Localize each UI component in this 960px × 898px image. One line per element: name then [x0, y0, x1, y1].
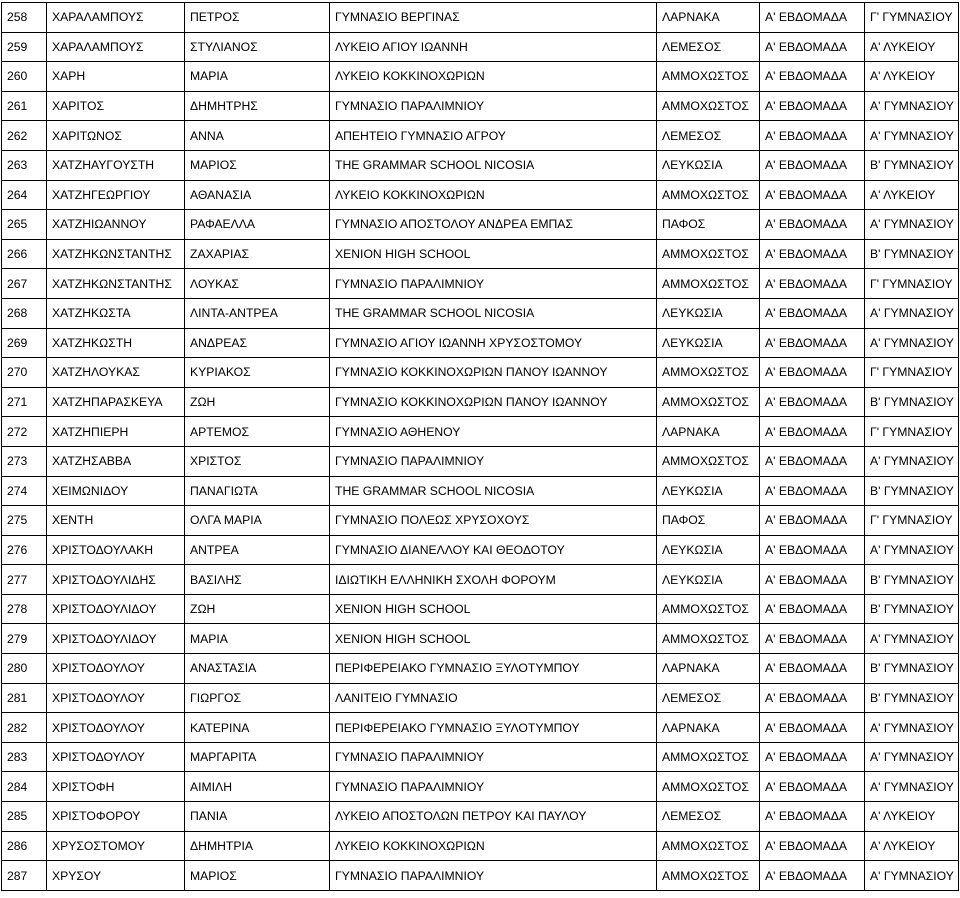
week-group-cell: Α' ΕΒΔΟΜΑΔΑ [760, 150, 865, 180]
row-number-cell: 287 [2, 861, 47, 891]
first-name-cell: ΠΑΝΙΑ [185, 802, 330, 832]
table-row [2, 358, 959, 388]
surname-cell: ΧΑΤΖΗΚΩΣΤΗ [47, 328, 185, 358]
grade-cell: Α' ΛΥΚΕΙΟΥ [865, 62, 959, 92]
table-row [2, 565, 959, 595]
school-cell: THE GRAMMAR SCHOOL NICOSIA [330, 150, 657, 180]
grade-cell: Γ' ΓΥΜΝΑΣΙΟΥ [865, 417, 959, 447]
grade-cell: Α' ΓΥΜΝΑΣΙΟΥ [865, 861, 959, 891]
surname-cell: ΧΑΤΖΗΑΥΓΟΥΣΤΗ [47, 150, 185, 180]
row-number-cell: 262 [2, 121, 47, 151]
city-cell: ΛΑΡΝΑΚΑ [657, 3, 760, 33]
row-number-cell: 278 [2, 594, 47, 624]
school-cell: ΓΥΜΝΑΣΙΟ ΚΟΚΚΙΝΟΧΩΡΙΩΝ ΠΑΝΟΥ ΙΩΑΝΝΟΥ [330, 358, 657, 388]
school-cell: XENION HIGH SCHOOL [330, 624, 657, 654]
city-cell: ΑΜΜΟΧΩΣΤΟΣ [657, 624, 760, 654]
week-group-cell: Α' ΕΒΔΟΜΑΔΑ [760, 121, 865, 151]
row-number-cell: 275 [2, 506, 47, 536]
city-cell: ΛΕΥΚΩΣΙΑ [657, 150, 760, 180]
row-number-cell: 277 [2, 565, 47, 595]
grade-cell: Α' ΛΥΚΕΙΟΥ [865, 831, 959, 861]
first-name-cell: ΓΙΩΡΓΟΣ [185, 683, 330, 713]
city-cell: ΛΕΥΚΩΣΙΑ [657, 565, 760, 595]
week-group-cell: Α' ΕΒΔΟΜΑΔΑ [760, 476, 865, 506]
grade-cell: Β' ΓΥΜΝΑΣΙΟΥ [865, 476, 959, 506]
school-cell: ΓΥΜΝΑΣΙΟ ΑΘΗΕΝΟΥ [330, 417, 657, 447]
surname-cell: ΧΑΤΖΗΚΩΣΤΑ [47, 298, 185, 328]
city-cell: ΑΜΜΟΧΩΣΤΟΣ [657, 358, 760, 388]
week-group-cell: Α' ΕΒΔΟΜΑΔΑ [760, 180, 865, 210]
grade-cell: Α' ΓΥΜΝΑΣΙΟΥ [865, 210, 959, 240]
surname-cell: ΧΡΙΣΤΟΔΟΥΛΟΥ [47, 654, 185, 684]
city-cell: ΑΜΜΟΧΩΣΤΟΣ [657, 91, 760, 121]
surname-cell: ΧΑΤΖΗΠΑΡΑΣΚΕΥΑ [47, 387, 185, 417]
week-group-cell: Α' ΕΒΔΟΜΑΔΑ [760, 772, 865, 802]
school-cell: ΓΥΜΝΑΣΙΟ ΠΑΡΑΛΙΜΝΙΟΥ [330, 269, 657, 299]
school-cell: ΛΥΚΕΙΟ ΑΠΟΣΤΟΛΩΝ ΠΕΤΡΟΥ ΚΑΙ ΠΑΥΛΟΥ [330, 802, 657, 832]
surname-cell: ΧΡΙΣΤΟΦΟΡΟΥ [47, 802, 185, 832]
city-cell: ΠΑΦΟΣ [657, 210, 760, 240]
first-name-cell: ΑΝΔΡΕΑΣ [185, 328, 330, 358]
grade-cell: Β' ΓΥΜΝΑΣΙΟΥ [865, 387, 959, 417]
week-group-cell: Α' ΕΒΔΟΜΑΔΑ [760, 417, 865, 447]
row-number-cell: 274 [2, 476, 47, 506]
surname-cell: ΧΑΤΖΗΚΩΝΣΤΑΝΤΗΣ [47, 239, 185, 269]
city-cell: ΑΜΜΟΧΩΣΤΟΣ [657, 861, 760, 891]
surname-cell: ΧΡΙΣΤΟΔΟΥΛΙΔΗΣ [47, 565, 185, 595]
grade-cell: Α' ΓΥΜΝΑΣΙΟΥ [865, 772, 959, 802]
week-group-cell: Α' ΕΒΔΟΜΑΔΑ [760, 298, 865, 328]
surname-cell: ΧΡΙΣΤΟΔΟΥΛΙΔΟΥ [47, 594, 185, 624]
grade-cell: Α' ΓΥΜΝΑΣΙΟΥ [865, 535, 959, 565]
row-number-cell: 265 [2, 210, 47, 240]
city-cell: ΛΕΥΚΩΣΙΑ [657, 328, 760, 358]
school-cell: ΑΠΕΗΤΕΙΟ ΓΥΜΝΑΣΙΟ ΑΓΡΟΥ [330, 121, 657, 151]
first-name-cell: ΑΡΤΕΜΟΣ [185, 417, 330, 447]
row-number-cell: 268 [2, 298, 47, 328]
table-row [2, 506, 959, 536]
row-number-cell: 271 [2, 387, 47, 417]
participants-table [1, 2, 959, 891]
grade-cell: Β' ΓΥΜΝΑΣΙΟΥ [865, 683, 959, 713]
city-cell: ΑΜΜΟΧΩΣΤΟΣ [657, 772, 760, 802]
school-cell: THE GRAMMAR SCHOOL NICOSIA [330, 298, 657, 328]
city-cell: ΛΑΡΝΑΚΑ [657, 713, 760, 743]
surname-cell: ΧΑΡΑΛΑΜΠΟΥΣ [47, 3, 185, 33]
table-row [2, 150, 959, 180]
school-cell: ΙΔΙΩΤΙΚΗ ΕΛΛΗΝΙΚΗ ΣΧΟΛΗ ΦΟΡΟΥΜ [330, 565, 657, 595]
school-cell: ΓΥΜΝΑΣΙΟ ΑΠΟΣΤΟΛΟΥ ΑΝΔΡΕΑ ΕΜΠΑΣ [330, 210, 657, 240]
week-group-cell: Α' ΕΒΔΟΜΑΔΑ [760, 239, 865, 269]
first-name-cell: ΜΑΡΙΟΣ [185, 861, 330, 891]
week-group-cell: Α' ΕΒΔΟΜΑΔΑ [760, 624, 865, 654]
grade-cell: Α' ΓΥΜΝΑΣΙΟΥ [865, 624, 959, 654]
grade-cell: Γ' ΓΥΜΝΑΣΙΟΥ [865, 358, 959, 388]
city-cell: ΛΑΡΝΑΚΑ [657, 654, 760, 684]
row-number-cell: 280 [2, 654, 47, 684]
surname-cell: ΧΑΤΖΗΛΟΥΚΑΣ [47, 358, 185, 388]
week-group-cell: Α' ΕΒΔΟΜΑΔΑ [760, 3, 865, 33]
table-row [2, 654, 959, 684]
city-cell: ΛΕΜΕΣΟΣ [657, 121, 760, 151]
week-group-cell: Α' ΕΒΔΟΜΑΔΑ [760, 269, 865, 299]
first-name-cell: ΜΑΡΙΑ [185, 624, 330, 654]
grade-cell: Α' ΓΥΜΝΑΣΙΟΥ [865, 298, 959, 328]
table-row [2, 180, 959, 210]
table-row [2, 328, 959, 358]
table-row [2, 535, 959, 565]
grade-cell: Γ' ΓΥΜΝΑΣΙΟΥ [865, 506, 959, 536]
table-row [2, 802, 959, 832]
row-number-cell: 273 [2, 446, 47, 476]
city-cell: ΠΑΦΟΣ [657, 506, 760, 536]
first-name-cell: ΣΤΥΛΙΑΝΟΣ [185, 32, 330, 62]
table-row [2, 62, 959, 92]
surname-cell: ΧΑΡΗ [47, 62, 185, 92]
school-cell: ΛΑΝΙΤΕΙΟ ΓΥΜΝΑΣΙΟ [330, 683, 657, 713]
table-row [2, 476, 959, 506]
week-group-cell: Α' ΕΒΔΟΜΑΔΑ [760, 446, 865, 476]
surname-cell: ΧΑΤΖΗΚΩΝΣΤΑΝΤΗΣ [47, 269, 185, 299]
first-name-cell: ΑΝΑΣΤΑΣΙΑ [185, 654, 330, 684]
grade-cell: Β' ΓΥΜΝΑΣΙΟΥ [865, 239, 959, 269]
first-name-cell: ΧΡΙΣΤΟΣ [185, 446, 330, 476]
table-row [2, 594, 959, 624]
school-cell: ΠΕΡΙΦΕΡΕΙΑΚΟ ΓΥΜΝΑΣΙΟ ΞΥΛΟΤΥΜΠΟΥ [330, 654, 657, 684]
row-number-cell: 258 [2, 3, 47, 33]
surname-cell: ΧΑΤΖΗΙΩΑΝΝΟΥ [47, 210, 185, 240]
school-cell: ΓΥΜΝΑΣΙΟ ΒΕΡΓΙΝΑΣ [330, 3, 657, 33]
first-name-cell: ΑΝΤΡΕΑ [185, 535, 330, 565]
row-number-cell: 261 [2, 91, 47, 121]
school-cell: XENION HIGH SCHOOL [330, 594, 657, 624]
week-group-cell: Α' ΕΒΔΟΜΑΔΑ [760, 742, 865, 772]
week-group-cell: Α' ΕΒΔΟΜΑΔΑ [760, 713, 865, 743]
city-cell: ΛΕΜΕΣΟΣ [657, 32, 760, 62]
city-cell: ΛΕΜΕΣΟΣ [657, 802, 760, 832]
row-number-cell: 259 [2, 32, 47, 62]
grade-cell: Β' ΓΥΜΝΑΣΙΟΥ [865, 594, 959, 624]
surname-cell: ΧΑΡΙΤΩΝΟΣ [47, 121, 185, 151]
grade-cell: Α' ΓΥΜΝΑΣΙΟΥ [865, 121, 959, 151]
table-row [2, 121, 959, 151]
table-row [2, 387, 959, 417]
week-group-cell: Α' ΕΒΔΟΜΑΔΑ [760, 802, 865, 832]
grade-cell: Α' ΓΥΜΝΑΣΙΟΥ [865, 328, 959, 358]
grade-cell: Α' ΛΥΚΕΙΟΥ [865, 180, 959, 210]
surname-cell: ΧΑΤΖΗΣΑΒΒΑ [47, 446, 185, 476]
table-row [2, 239, 959, 269]
first-name-cell: ΜΑΡΙΟΣ [185, 150, 330, 180]
surname-cell: ΧΕΙΜΩΝΙΔΟΥ [47, 476, 185, 506]
row-number-cell: 264 [2, 180, 47, 210]
table-row [2, 269, 959, 299]
first-name-cell: ΖΩΗ [185, 594, 330, 624]
row-number-cell: 282 [2, 713, 47, 743]
first-name-cell: ΖΩΗ [185, 387, 330, 417]
city-cell: ΑΜΜΟΧΩΣΤΟΣ [657, 831, 760, 861]
surname-cell: ΧΑΡΑΛΑΜΠΟΥΣ [47, 32, 185, 62]
surname-cell: ΧΡΙΣΤΟΔΟΥΛΙΔΟΥ [47, 624, 185, 654]
first-name-cell: ΖΑΧΑΡΙΑΣ [185, 239, 330, 269]
surname-cell: ΧΡΙΣΤΟΔΟΥΛΟΥ [47, 742, 185, 772]
grade-cell: Α' ΛΥΚΕΙΟΥ [865, 32, 959, 62]
city-cell: ΛΕΥΚΩΣΙΑ [657, 476, 760, 506]
school-cell: ΛΥΚΕΙΟ ΚΟΚΚΙΝΟΧΩΡΙΩΝ [330, 831, 657, 861]
school-cell: ΓΥΜΝΑΣΙΟ ΠΑΡΑΛΙΜΝΙΟΥ [330, 91, 657, 121]
table-row [2, 91, 959, 121]
city-cell: ΛΑΡΝΑΚΑ [657, 417, 760, 447]
school-cell: ΓΥΜΝΑΣΙΟ ΠΑΡΑΛΙΜΝΙΟΥ [330, 742, 657, 772]
first-name-cell: ΛΙΝΤΑ-ΑΝΤΡΕΑ [185, 298, 330, 328]
week-group-cell: Α' ΕΒΔΟΜΑΔΑ [760, 594, 865, 624]
surname-cell: ΧΡΙΣΤΟΔΟΥΛΟΥ [47, 683, 185, 713]
surname-cell: ΧΑΡΙΤΟΣ [47, 91, 185, 121]
school-cell: ΓΥΜΝΑΣΙΟ ΑΓΙΟΥ ΙΩΑΝΝΗ ΧΡΥΣΟΣΤΟΜΟΥ [330, 328, 657, 358]
school-cell: ΛΥΚΕΙΟ ΑΓΙΟΥ ΙΩΑΝΝΗ [330, 32, 657, 62]
table-row [2, 624, 959, 654]
surname-cell: ΧΡΙΣΤΟΔΟΥΛΟΥ [47, 713, 185, 743]
row-number-cell: 263 [2, 150, 47, 180]
table-row [2, 32, 959, 62]
first-name-cell: ΔΗΜΗΤΡΗΣ [185, 91, 330, 121]
surname-cell: ΧΡΙΣΤΟΔΟΥΛΑΚΗ [47, 535, 185, 565]
row-number-cell: 267 [2, 269, 47, 299]
row-number-cell: 260 [2, 62, 47, 92]
surname-cell: ΧΡΥΣΟΥ [47, 861, 185, 891]
city-cell: ΑΜΜΟΧΩΣΤΟΣ [657, 742, 760, 772]
first-name-cell: ΑΘΑΝΑΣΙΑ [185, 180, 330, 210]
table-row [2, 772, 959, 802]
city-cell: ΑΜΜΟΧΩΣΤΟΣ [657, 446, 760, 476]
grade-cell: Γ' ΓΥΜΝΑΣΙΟΥ [865, 3, 959, 33]
grade-cell: Γ' ΓΥΜΝΑΣΙΟΥ [865, 269, 959, 299]
grade-cell: Β' ΓΥΜΝΑΣΙΟΥ [865, 565, 959, 595]
row-number-cell: 286 [2, 831, 47, 861]
school-cell: ΓΥΜΝΑΣΙΟ ΔΙΑΝΕΛΛΟΥ ΚΑΙ ΘΕΟΔΟΤΟΥ [330, 535, 657, 565]
first-name-cell: ΠΑΝΑΓΙΩΤΑ [185, 476, 330, 506]
table-row [2, 417, 959, 447]
first-name-cell: ΚΥΡΙΑΚΟΣ [185, 358, 330, 388]
row-number-cell: 283 [2, 742, 47, 772]
city-cell: ΑΜΜΟΧΩΣΤΟΣ [657, 180, 760, 210]
first-name-cell: ΑΙΜΙΛΗ [185, 772, 330, 802]
row-number-cell: 269 [2, 328, 47, 358]
city-cell: ΛΕΥΚΩΣΙΑ [657, 298, 760, 328]
surname-cell: ΧΡΙΣΤΟΦΗ [47, 772, 185, 802]
week-group-cell: Α' ΕΒΔΟΜΑΔΑ [760, 91, 865, 121]
first-name-cell: ΑΝΝΑ [185, 121, 330, 151]
surname-cell: ΧΑΤΖΗΠΙΕΡΗ [47, 417, 185, 447]
school-cell: ΛΥΚΕΙΟ ΚΟΚΚΙΝΟΧΩΡΙΩΝ [330, 62, 657, 92]
surname-cell: ΧΡΥΣΟΣΤΟΜΟΥ [47, 831, 185, 861]
school-cell: ΛΥΚΕΙΟ ΚΟΚΚΙΝΟΧΩΡΙΩΝ [330, 180, 657, 210]
week-group-cell: Α' ΕΒΔΟΜΑΔΑ [760, 387, 865, 417]
row-number-cell: 266 [2, 239, 47, 269]
school-cell: THE GRAMMAR SCHOOL NICOSIA [330, 476, 657, 506]
week-group-cell: Α' ΕΒΔΟΜΑΔΑ [760, 535, 865, 565]
grade-cell: Α' ΓΥΜΝΑΣΙΟΥ [865, 713, 959, 743]
city-cell: ΑΜΜΟΧΩΣΤΟΣ [657, 62, 760, 92]
row-number-cell: 279 [2, 624, 47, 654]
week-group-cell: Α' ΕΒΔΟΜΑΔΑ [760, 210, 865, 240]
city-cell: ΑΜΜΟΧΩΣΤΟΣ [657, 387, 760, 417]
week-group-cell: Α' ΕΒΔΟΜΑΔΑ [760, 358, 865, 388]
first-name-cell: ΟΛΓΑ ΜΑΡΙΑ [185, 506, 330, 536]
week-group-cell: Α' ΕΒΔΟΜΑΔΑ [760, 32, 865, 62]
week-group-cell: Α' ΕΒΔΟΜΑΔΑ [760, 328, 865, 358]
row-number-cell: 284 [2, 772, 47, 802]
row-number-cell: 276 [2, 535, 47, 565]
row-number-cell: 272 [2, 417, 47, 447]
table-row [2, 210, 959, 240]
week-group-cell: Α' ΕΒΔΟΜΑΔΑ [760, 565, 865, 595]
table-row [2, 742, 959, 772]
week-group-cell: Α' ΕΒΔΟΜΑΔΑ [760, 861, 865, 891]
table-row [2, 3, 959, 33]
first-name-cell: ΜΑΡΙΑ [185, 62, 330, 92]
grade-cell: Α' ΓΥΜΝΑΣΙΟΥ [865, 91, 959, 121]
table-row [2, 446, 959, 476]
first-name-cell: ΜΑΡΓΑΡΙΤΑ [185, 742, 330, 772]
first-name-cell: ΠΕΤΡΟΣ [185, 3, 330, 33]
city-cell: ΛΕΥΚΩΣΙΑ [657, 535, 760, 565]
first-name-cell: ΔΗΜΗΤΡΙΑ [185, 831, 330, 861]
row-number-cell: 270 [2, 358, 47, 388]
city-cell: ΑΜΜΟΧΩΣΤΟΣ [657, 239, 760, 269]
table-row [2, 831, 959, 861]
table-row [2, 298, 959, 328]
grade-cell: Β' ΓΥΜΝΑΣΙΟΥ [865, 150, 959, 180]
city-cell: ΑΜΜΟΧΩΣΤΟΣ [657, 269, 760, 299]
school-cell: XENION HIGH SCHOOL [330, 239, 657, 269]
grade-cell: Α' ΓΥΜΝΑΣΙΟΥ [865, 446, 959, 476]
week-group-cell: Α' ΕΒΔΟΜΑΔΑ [760, 506, 865, 536]
first-name-cell: ΚΑΤΕΡΙΝΑ [185, 713, 330, 743]
week-group-cell: Α' ΕΒΔΟΜΑΔΑ [760, 62, 865, 92]
first-name-cell: ΒΑΣΙΛΗΣ [185, 565, 330, 595]
row-number-cell: 281 [2, 683, 47, 713]
first-name-cell: ΛΟΥΚΑΣ [185, 269, 330, 299]
surname-cell: ΧΕΝΤΗ [47, 506, 185, 536]
grade-cell: Α' ΛΥΚΕΙΟΥ [865, 802, 959, 832]
city-cell: ΛΕΜΕΣΟΣ [657, 683, 760, 713]
school-cell: ΓΥΜΝΑΣΙΟ ΠΑΡΑΛΙΜΝΙΟΥ [330, 446, 657, 476]
table-row [2, 683, 959, 713]
school-cell: ΓΥΜΝΑΣΙΟ ΠΑΡΑΛΙΜΝΙΟΥ [330, 861, 657, 891]
row-number-cell: 285 [2, 802, 47, 832]
city-cell: ΑΜΜΟΧΩΣΤΟΣ [657, 594, 760, 624]
table-row [2, 861, 959, 891]
week-group-cell: Α' ΕΒΔΟΜΑΔΑ [760, 654, 865, 684]
school-cell: ΓΥΜΝΑΣΙΟ ΠΑΡΑΛΙΜΝΙΟΥ [330, 772, 657, 802]
school-cell: ΓΥΜΝΑΣΙΟ ΚΟΚΚΙΝΟΧΩΡΙΩΝ ΠΑΝΟΥ ΙΩΑΝΝΟΥ [330, 387, 657, 417]
surname-cell: ΧΑΤΖΗΓΕΩΡΓΙΟΥ [47, 180, 185, 210]
table-body [2, 3, 959, 891]
table-row [2, 713, 959, 743]
school-cell: ΓΥΜΝΑΣΙΟ ΠΟΛΕΩΣ ΧΡΥΣΟΧΟΥΣ [330, 506, 657, 536]
first-name-cell: ΡΑΦΑΕΛΛΑ [185, 210, 330, 240]
school-cell: ΠΕΡΙΦΕΡΕΙΑΚΟ ΓΥΜΝΑΣΙΟ ΞΥΛΟΤΥΜΠΟΥ [330, 713, 657, 743]
grade-cell: Β' ΓΥΜΝΑΣΙΟΥ [865, 654, 959, 684]
week-group-cell: Α' ΕΒΔΟΜΑΔΑ [760, 831, 865, 861]
week-group-cell: Α' ΕΒΔΟΜΑΔΑ [760, 683, 865, 713]
grade-cell: Α' ΓΥΜΝΑΣΙΟΥ [865, 742, 959, 772]
